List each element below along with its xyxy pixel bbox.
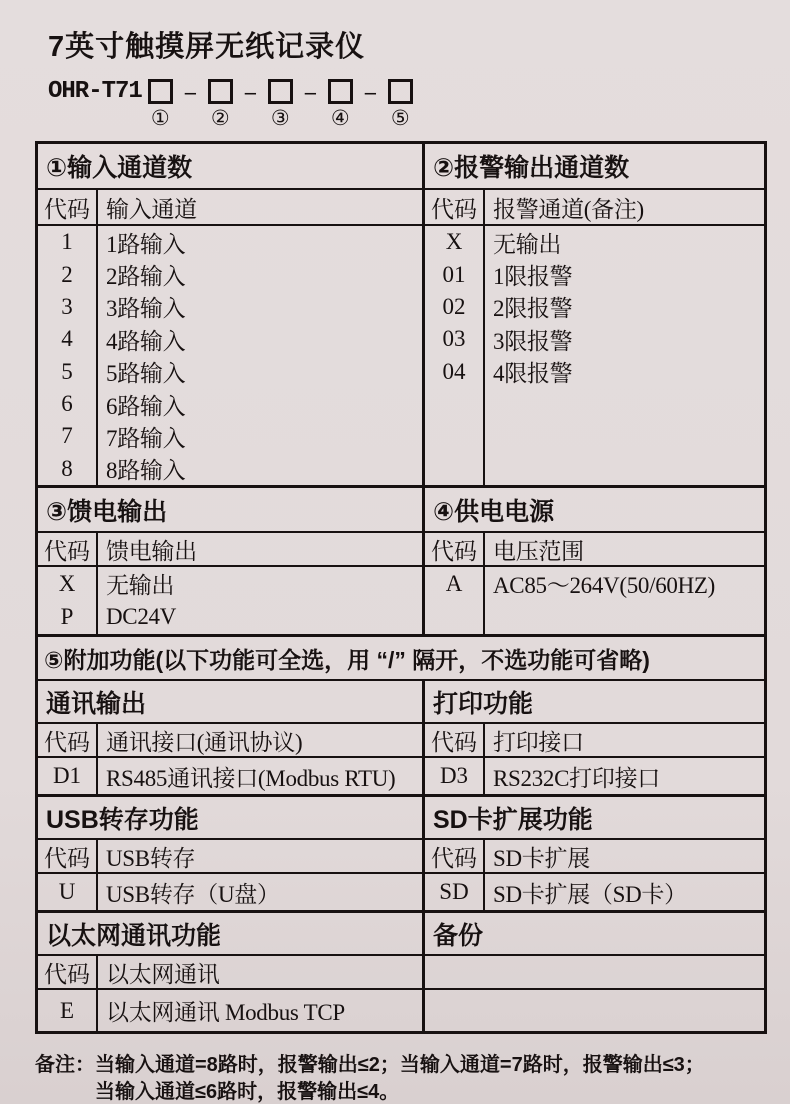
desc-column-header: 通讯接口(通讯协议) xyxy=(106,729,303,755)
desc-cell: 3路输入 xyxy=(106,296,186,322)
code-column-header: 代码 xyxy=(425,190,485,224)
desc-cell: USB转存（U盘） xyxy=(106,881,280,907)
ordering-spec-table xyxy=(35,141,767,1034)
usb-title: USB转存功能 xyxy=(46,805,199,834)
desc-cell: RS485通讯接口(Modbus RTU) xyxy=(106,765,396,791)
model-code-slot-5 xyxy=(388,79,413,129)
table-row xyxy=(38,291,422,323)
desc-cell: 5路输入 xyxy=(106,361,186,387)
section2-title: ②报警输出通道数 xyxy=(433,154,630,182)
table-row xyxy=(38,453,422,485)
code-cell: E xyxy=(38,990,98,1031)
code-cell: 6 xyxy=(38,388,98,420)
model-code-slot-3 xyxy=(268,79,293,129)
sub-header-row xyxy=(38,190,764,226)
table-row xyxy=(38,258,422,290)
table-row xyxy=(425,356,764,388)
code-cell: 3 xyxy=(38,291,98,323)
backup-empty-cell xyxy=(425,956,764,988)
code-cell: 03 xyxy=(425,323,485,355)
code-cell xyxy=(425,388,485,420)
table-row xyxy=(38,226,422,258)
position-marker-4: ④ xyxy=(330,106,350,130)
table-row xyxy=(38,567,422,601)
code-cell: 1 xyxy=(38,226,98,258)
section5-banner-row xyxy=(38,637,764,681)
sd-title: SD卡扩展功能 xyxy=(433,805,593,834)
code-cell: D1 xyxy=(38,758,98,794)
dash-separator: – xyxy=(184,79,196,104)
code-cell: A xyxy=(425,567,485,601)
position-marker-1: ① xyxy=(150,106,170,130)
table-row xyxy=(425,567,764,601)
sub-header-row xyxy=(38,956,764,990)
table-row xyxy=(425,388,764,420)
print-title: 打印功能 xyxy=(433,689,534,718)
code-column-header: 代码 xyxy=(425,840,485,872)
section5-title: ⑤附加功能(以下功能可全选，用 “/” 隔开，不选功能可省略) xyxy=(44,646,650,673)
desc-cell xyxy=(485,453,764,485)
page-title: 7英寸触摸屏无纸记录仪 xyxy=(48,31,366,63)
code-cell xyxy=(425,601,485,635)
code-column-header: 代码 xyxy=(38,956,98,988)
desc-cell xyxy=(485,388,764,420)
sub-header-row xyxy=(38,724,764,758)
code-cell: 8 xyxy=(38,453,98,485)
desc-column-header: 馈电输出 xyxy=(106,538,197,564)
section3-title: ③馈电输出 xyxy=(46,497,168,526)
sub-header-row xyxy=(38,840,764,874)
body-rows xyxy=(38,226,764,488)
desc-column-header: 电压范围 xyxy=(493,538,584,564)
code-cell: P xyxy=(38,601,98,635)
table-row xyxy=(38,323,422,355)
table-row xyxy=(425,226,764,258)
desc-cell: 8路输入 xyxy=(106,458,186,484)
model-code-slot-1 xyxy=(148,79,173,129)
code-cell: U xyxy=(38,874,98,910)
code-cell: 01 xyxy=(425,258,485,290)
footnote-line1: 当输入通道=8路时，报警输出≤2；当输入通道=7路时，报警输出≤3； xyxy=(95,1054,705,1076)
code-column-header: 代码 xyxy=(38,840,98,872)
code-column-header: 代码 xyxy=(38,724,98,756)
desc-cell: AC85～264V(50/60HZ) xyxy=(493,573,716,599)
table-row xyxy=(425,323,764,355)
desc-cell: 2限报警 xyxy=(493,296,573,322)
table-row xyxy=(38,356,422,388)
desc-cell: 7路输入 xyxy=(106,425,186,451)
section-header-row xyxy=(38,797,764,840)
model-code-slot-2 xyxy=(208,79,233,129)
desc-cell: 4限报警 xyxy=(493,361,573,387)
desc-column-header: 报警通道(备注) xyxy=(493,196,644,222)
dash-separator: – xyxy=(304,79,316,104)
desc-cell: 2路输入 xyxy=(106,264,186,290)
code-cell: 04 xyxy=(425,356,485,388)
desc-cell xyxy=(485,420,764,452)
position-marker-5: ⑤ xyxy=(390,106,410,130)
body-rows xyxy=(38,758,764,797)
table-row xyxy=(425,291,764,323)
code-cell: X xyxy=(38,567,98,601)
section-header-row xyxy=(38,913,764,956)
comm-title: 通讯输出 xyxy=(46,689,147,718)
dash-separator: – xyxy=(244,79,256,104)
position-marker-3: ③ xyxy=(270,106,290,130)
desc-column-header: 以太网通讯 xyxy=(106,961,220,987)
code-cell: D3 xyxy=(425,758,485,794)
section-header-row xyxy=(38,681,764,724)
desc-cell: 1路输入 xyxy=(106,231,186,257)
desc-cell: DC24V xyxy=(106,604,177,630)
section-header-row xyxy=(38,144,764,190)
code-box-3 xyxy=(268,79,293,104)
desc-cell: 无输出 xyxy=(493,231,562,257)
position-marker-2: ② xyxy=(210,106,230,130)
desc-cell: 无输出 xyxy=(106,573,175,599)
ethernet-title: 以太网通讯功能 xyxy=(46,921,222,950)
table-row xyxy=(425,258,764,290)
section1-title: ①输入通道数 xyxy=(46,154,193,182)
desc-cell: 4路输入 xyxy=(106,328,186,354)
backup-empty-cell xyxy=(425,990,764,1031)
code-column-header: 代码 xyxy=(425,533,485,565)
desc-cell: 1限报警 xyxy=(493,264,573,290)
backup-title: 备份 xyxy=(433,921,484,950)
code-column-header: 代码 xyxy=(38,533,98,565)
code-cell xyxy=(425,420,485,452)
table-row xyxy=(425,453,764,485)
desc-cell xyxy=(485,601,764,635)
desc-cell: SD卡扩展（SD卡） xyxy=(493,881,687,907)
desc-column-header: SD卡扩展 xyxy=(493,845,590,871)
footnote xyxy=(35,1052,790,1104)
body-rows xyxy=(38,874,764,913)
dash-separator: – xyxy=(364,79,376,104)
table-row xyxy=(425,601,764,635)
sub-header-row xyxy=(38,533,764,567)
table-row xyxy=(38,388,422,420)
desc-column-header: 打印接口 xyxy=(493,729,584,755)
code-box-4 xyxy=(328,79,353,104)
model-prefix: OHR-T71 xyxy=(48,78,142,105)
body-rows xyxy=(38,990,764,1031)
model-code-line xyxy=(48,79,790,129)
code-column-header: 代码 xyxy=(425,724,485,756)
table-row xyxy=(38,601,422,635)
code-box-2 xyxy=(208,79,233,104)
code-cell: 4 xyxy=(38,323,98,355)
code-box-1 xyxy=(148,79,173,104)
desc-cell: 6路输入 xyxy=(106,393,186,419)
table-row xyxy=(425,420,764,452)
desc-cell: 3限报警 xyxy=(493,328,573,354)
body-rows xyxy=(38,567,764,637)
code-cell: 5 xyxy=(38,356,98,388)
footnote-line2: 当输入通道≤6路时，报警输出≤4。 xyxy=(95,1081,400,1103)
model-code-slot-4 xyxy=(328,79,353,129)
code-cell: 2 xyxy=(38,258,98,290)
section4-title: ④供电电源 xyxy=(433,497,555,526)
code-column-header: 代码 xyxy=(38,190,98,224)
desc-column-header: 输入通道 xyxy=(106,196,197,222)
desc-cell: 以太网通讯 Modbus TCP xyxy=(106,1000,345,1025)
table-row xyxy=(38,420,422,452)
section-header-row xyxy=(38,488,764,533)
code-cell: 7 xyxy=(38,420,98,452)
code-cell: X xyxy=(425,226,485,258)
code-cell: 02 xyxy=(425,291,485,323)
code-box-5 xyxy=(388,79,413,104)
desc-cell: RS232C打印接口 xyxy=(493,765,660,791)
footnote-label: 备注： xyxy=(35,1054,95,1076)
code-cell xyxy=(425,453,485,485)
desc-column-header: USB转存 xyxy=(106,845,196,871)
code-cell: SD xyxy=(425,874,485,910)
